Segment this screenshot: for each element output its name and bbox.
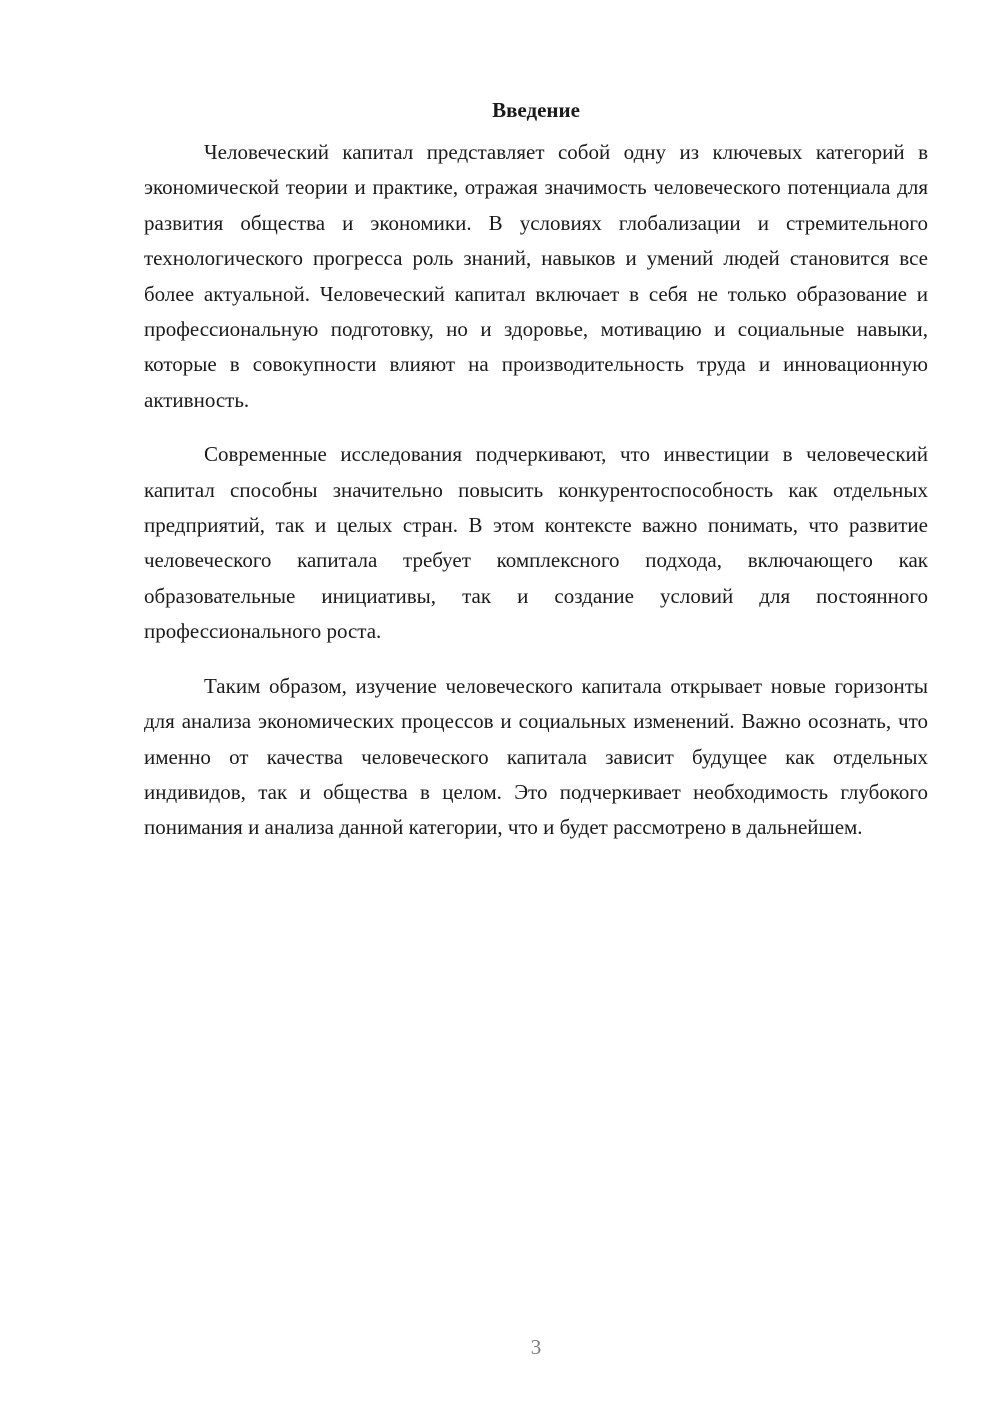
page-number: 3 (530, 1335, 542, 1359)
paragraph-3: Таким образом, изучение человеческого капитала открывает новые горизонты для анализа экономических процессов и социальных изменений. Важно осознать, что именно от качества человеческого капитала зависит будущее как отдельных индивидов, так и общества в целом. Это подчеркивает необходимость глубокого понимания и анализа данной категории, что и будет рассмотрено в дальнейшем. (144, 673, 928, 840)
paragraph-1: Человеческий капитал представляет собой одну из ключевых категорий в экономической теории и практике, отражая значимость человеческого потенциала для развития общества и экономики. В условиях глобализации и стремительного технологического прогресса роль знаний, навыков и умений людей становится все более актуальной. Человеческий капитал включает в себя не только образование и профессиональную подготовку, но и здоровье, мотивацию и социальные навыки, которые в совокупности влияют на производительность труда и инновационную активность. (144, 140, 928, 412)
paragraph-2: Современные исследования подчеркивают, что инвестиции в человеческий капитал способны значительно повысить конкурентоспособность как отдельных предприятий, так и целых стран. В этом контексте важно понимать, что развитие человеческого капитала требует комплексного подхода, включающего как образовательные инициативы, так и создание условий для постоянного профессионального роста. (144, 442, 928, 644)
section-title: Введение (492, 98, 580, 122)
page-content (144, 95, 928, 865)
